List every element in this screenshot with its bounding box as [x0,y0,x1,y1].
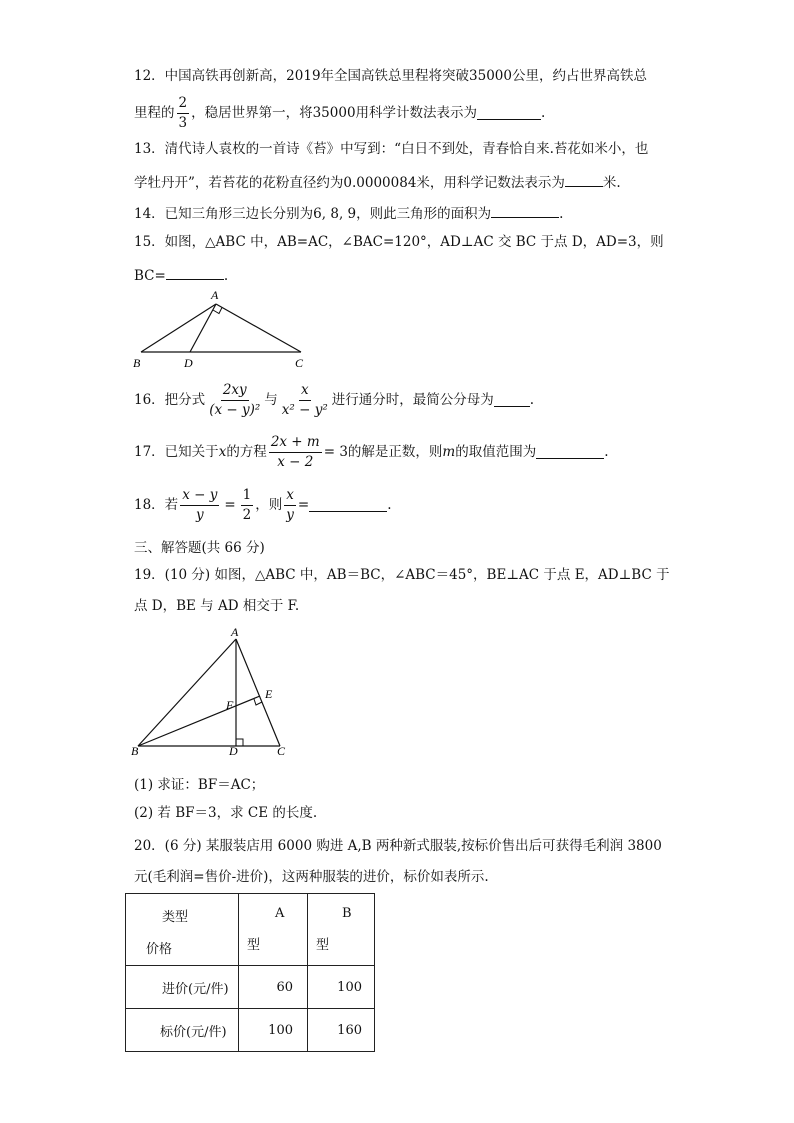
table-cell-b: 160 [308,1009,375,1052]
q18-fraction-3 [284,488,296,523]
q16-post: 进行通分时，最简公分母为 [331,391,494,408]
q17-post2: 的取值范围为 [455,443,537,460]
q19-line2: 点 D，BE 与 AD 相交于 F. [134,598,300,614]
q17-end: . [604,443,609,460]
table-header-price: 价格 [146,942,173,957]
q15-label-b: B [133,356,141,370]
q18-fraction-1 [180,488,219,523]
q15-line1: 15．如图，△ABC 中，AB=AC，∠BAC=120°，AD⊥AC 交 BC 于点 D，AD=3，则 [134,234,664,250]
q18-post: = [297,496,310,513]
q16-pre: 16．把分式 [134,391,206,408]
q19-triangle-figure [128,624,298,760]
q12-line2 [134,96,545,131]
q19-label-a: A [231,625,239,639]
q12-fraction [177,96,190,131]
q16-mid: 与 [264,391,278,408]
q18-f3-den: y [286,506,294,523]
q16-line [134,383,534,418]
q17-line [134,435,609,470]
q17-var-m: m [442,443,456,460]
q15-label-a: A [211,288,219,302]
q17-post1: 的解是正数，则 [347,443,443,460]
q12-frac-den: 3 [178,114,188,131]
q17-eq: = 3 [323,443,348,460]
table-col-a-bottom: 型 [247,938,261,953]
q15-triangle-figure [125,288,325,374]
q12-answer-blank[interactable] [477,107,541,120]
q18-fraction-2 [241,488,254,523]
q17-mid: 的方程 [226,443,267,460]
q17-pre: 17．已知关于 [134,443,219,460]
q13-line2-pre: 学牡丹开”，若苔花的花粉直径约为0.0000084米，用科学记数法表示为 [134,175,565,191]
q13-answer-blank[interactable] [565,174,603,187]
q15-end: . [223,268,229,284]
table-header-corner [126,894,239,966]
q18-f3-num: x [284,488,296,506]
q13-line2 [134,174,621,191]
table-cell-b: 100 [308,966,375,1009]
q18-end: . [387,496,392,513]
q14-end: . [559,206,564,222]
q16-end: . [529,391,535,408]
q18-f1-num: x − y [180,488,219,506]
table-col-a-top: A [275,906,285,921]
q13-line2-post: 米. [602,175,621,191]
q16-f1-den: (x − y)² [209,401,261,418]
q15-answer-blank[interactable] [166,267,224,280]
q17-answer-blank[interactable] [536,446,604,459]
table-cell-a: 100 [239,1009,308,1052]
q19-label-e: E [265,687,273,701]
q15-line2 [134,267,228,284]
q12-line1: 12．中国高铁再创新高，2019年全国高铁总里程将突破35000公里，约占世界高铁总 [134,68,647,84]
q15-label-d: D [184,356,193,370]
q18-f2-num: 1 [241,488,254,506]
q13-line1: 13．清代诗人袁枚的一首诗《苔》中写到：“白日不到处，青春恰自来.苔花如米小，也 [134,141,649,157]
q18-answer-blank[interactable] [309,499,387,512]
table-col-b-top: B [342,906,352,921]
table-row-label: 标价(元/件) [126,1009,239,1052]
q16-f1-num: 2xy [221,383,249,401]
q18-pre: 18．若 [134,496,179,513]
q12-end: . [541,104,546,121]
table-header-col-a [239,894,308,966]
q20-price-table [125,893,375,1052]
q19-label-c: C [277,744,286,758]
q15-bc-label: BC= [134,268,166,284]
q16-fraction-2 [280,383,330,418]
q14-answer-blank[interactable] [491,205,559,218]
q18-f2-den: 2 [242,506,252,523]
table-header-row [126,894,375,966]
q14-line [134,205,563,222]
q17-f-num: 2x + m [269,435,322,453]
q14-text: 14．已知三角形三边长分别为6, 8, 9，则此三角形的面积为 [134,206,492,222]
q19-sub2: (2) 若 BF＝3，求 CE 的长度. [134,805,318,821]
table-row-label: 进价(元/件) [126,966,239,1009]
q18-f1-den: y [195,506,204,523]
q17-f-den: x − 2 [277,453,314,470]
q19-label-f: F [226,698,234,712]
q16-answer-blank[interactable] [494,394,530,407]
q16-f2-num: x [299,383,311,401]
q18-line [134,488,391,523]
table-header-col-b [308,894,375,966]
q12-frac-num: 2 [177,96,190,114]
q19-line1: 19．(10 分) 如图，△ABC 中，AB＝BC，∠ABC＝45°，BE⊥AC 于点 E，AD⊥BC 于 [134,567,670,583]
q18-eq: = [224,496,236,513]
table-row [126,1009,375,1052]
q15-label-c: C [295,356,304,370]
table-col-b-bottom: 型 [316,938,330,953]
q20-line2: 元(毛利润=售价-进价)，这两种服装的进价，标价如表所示. [134,869,489,885]
q19-label-b: B [131,744,139,758]
table-header-type: 类型 [162,910,189,925]
q19-sub1: (1) 求证：BF＝AC； [134,777,265,793]
table-cell-a: 60 [239,966,308,1009]
q12-pre: 里程的 [134,104,175,121]
table-row [126,966,375,1009]
q19-label-d: D [229,744,238,758]
q16-fraction-1 [207,383,262,418]
q18-mid: ，则 [255,496,283,513]
q12-post: ，稳居世界第一，将35000用科学计数法表示为 [191,104,478,121]
q17-var-x: x [218,443,227,460]
section-3-heading: 三、解答题(共 66 分) [134,540,265,556]
q20-line1: 20．(6 分) 某服装店用 6000 购进 A,B 两种新式服装,按标价售出后可获得毛利润 3800 [134,838,662,854]
q16-f2-den: x² − y² [281,401,328,418]
q17-fraction [269,435,322,470]
